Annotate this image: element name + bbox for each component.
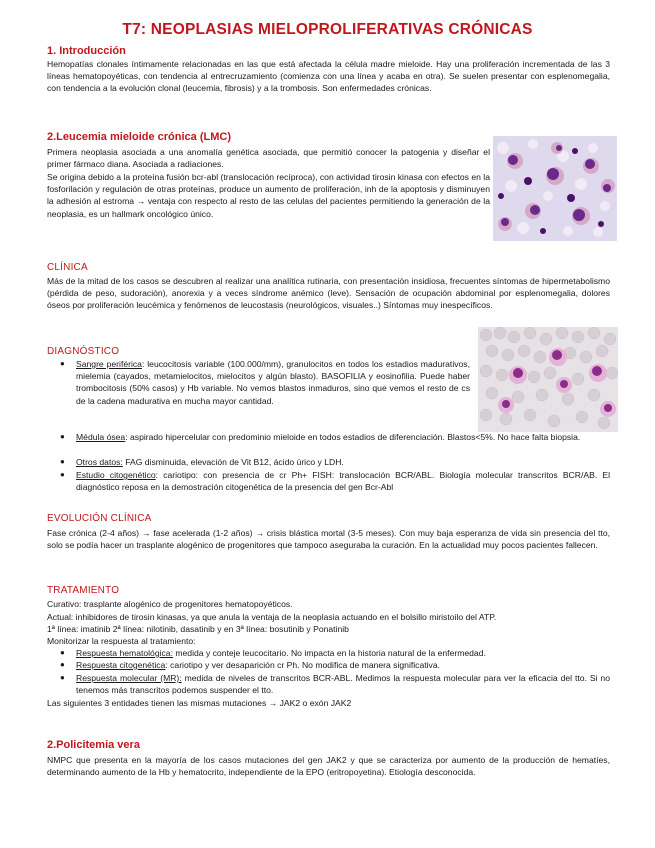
section-heading-policitemia: 2.Policitemia vera [47, 739, 140, 751]
page-title: T7: NEOPLASIAS MIELOPROLIFERATIVAS CRÓNICAS [122, 21, 533, 38]
lmc-paragraph-2: Se origina debido a la proteína fusión bcr-abl (translocación recíproca), con actividad tirosin kinasa con efectos en la fosforilación y regulación de otras proteínas, produce un aumento de proliferación, inh de la apoptosis y disminuyen la adhesión al estroma → ventaja con respecto al resto de las celulas del pacientes permitiendo la generación de la neoplasia, es un hallmark oncológico único. [47, 172, 490, 219]
bullet-icon: ● [60, 660, 65, 669]
tratamiento-monitorizar: Monitorizar la respuesta al tratamiento: [47, 636, 196, 646]
tratamiento-item-molecular [60, 672, 610, 696]
item-text: FAG disminuida, elevación de Vit B12, ácido úrico y LDH. [122, 457, 344, 467]
item-label: Sangre periférica [76, 359, 142, 369]
tratamiento-actual: Actual: inhibidores de tirosin kinasas, ya que anula la ventaja de la neoplasia actuando en el bolsillo miristoilo del ATP. [47, 612, 497, 622]
item-label: Respuesta hematológica: [76, 648, 173, 658]
clinica-paragraph: Más de la mitad de los casos se descubren al realizar una analítica rutinaria, con presentación insidiosa, frecuentes síntomas de hipermetabolismo (pérdida de peso, sudoración), anorexia y a veces síndrome anémico (leve). Sensación de ocupación abdominal por esplenomegalia, dolores óseos por proliferación leucémica y fenómenos de leucostasis (neurológicos, visuales..) Síntomas muy inespecíficos. [47, 276, 610, 311]
section-heading-diagnostico: DIAGNÓSTICO [47, 346, 120, 357]
blood-smear-image-lmc [493, 136, 617, 241]
item-label: Estudio citogenético [76, 470, 156, 480]
tratamiento-item-citogenetica [60, 659, 610, 671]
diagnostico-item-estudio-citogenetico [60, 469, 610, 493]
section-heading-evolucion: EVOLUCIÓN CLÍNICA [47, 513, 152, 524]
section-heading-tratamiento: TRATAMIENTO [47, 585, 120, 596]
item-text: medida y conteje leucocitario. No impacta en la historia natural de la enfermedad. [172, 648, 486, 658]
item-separator: : [141, 359, 145, 369]
item-text: medida de niveles de transcritos BCR-ABL. Medimos la respuesta molecular para ver la eficacia del tto. Si no tenemos más transcritos podemos suspender el tto. [76, 673, 610, 696]
section-heading-clinica: CLÍNICA [47, 262, 88, 273]
tratamiento-item-hematologica [60, 647, 610, 659]
bullet-icon: ● [60, 457, 65, 466]
item-text: leucocitosis variable (100.000/mm), granulocitos en todos los estadios madurativos, mielemia (cayados, metamielocitos, mielocitos y algún blasto). BASOFILIA y eosinofilia. Puede haber trombocitosis (50% casos) y Hb variable. No vemos blastos inmaduros, sino que vemos el resto de cs de la cadena madurativa en mucha mayor cantidad. [76, 359, 470, 406]
diagnostico-item-medula-osea [60, 431, 610, 443]
policitemia-paragraph: NMPC que presenta en la mayoría de los casos mutaciones del gen JAK2 y que se caracteriza por aumento de la producción de hematíes, determinando aumento de la Hb y hematocrito, independiente de la EPO (eritropoyetina). Etiología desconocida. [47, 755, 610, 778]
item-text: cariotipo: con presencia de cr Ph+ FISH: translocación BCR/ABL. Biología molecular transcritos BCR/AB. El diagnóstico reposa en la demostración citogenética de la presencia del gen Bcr-Abl [76, 470, 610, 493]
bullet-icon: ● [60, 673, 65, 682]
item-label: Otros datos: [76, 457, 123, 467]
bullet-icon: ● [60, 648, 65, 657]
item-label: Médula ósea [76, 432, 126, 442]
item-separator: : [125, 432, 128, 442]
bullet-icon: ● [60, 470, 65, 479]
lmc-paragraph-1: Primera neoplasia asociada a una anomalía genética asociada, que permitió conocer la patogenia y diseñar el primer fármaco diana. Asociada a radiaciones. [47, 147, 490, 170]
section-heading-introduccion: 1. Introducción [47, 45, 126, 57]
bullet-icon: ● [60, 432, 65, 441]
tratamiento-lineas: 1ª línea: imatinib 2ª línea: nilotinib, dasatinib y en 3ª línea: bosutinib y Ponatinib [47, 624, 349, 634]
diagnostico-item-otros-datos [60, 456, 610, 468]
tratamiento-footer: Las siguientes 3 entidades tienen las mismas mutaciones → JAK2 o exón JAK2 [47, 698, 352, 708]
tratamiento-curativo: Curativo: trasplante alogénico de progenitores hematopoyéticos. [47, 599, 293, 609]
item-separator: : [155, 470, 159, 480]
item-text: : cariotipo y ver desaparición cr Ph. No modifica de manera significativa. [165, 660, 440, 670]
diagnostico-item-sangre-periferica [60, 358, 470, 407]
item-text: aspirado hipercelular con predominio mieloide en todos estadios de diferenciación. Blastos<5%. No hace falta biopsia. [127, 432, 581, 442]
evolucion-paragraph: Fase crónica (2-4 años) → fase acelerada (1-2 años) → crisis blástica mortal (3-5 meses). Con muy baja esperanza de vida sin presencia del tto, solo se podía hacer un trasplante alogénico de progenitores que tampoco aseguraba la curación. En la actualidad muy pocos pacientes fallecen. [47, 528, 610, 551]
intro-paragraph: Hemopatías clonales íntimamente relacionadas en las que está afectada la célula madre mieloide. Hay una proliferación incrementada de las 3 líneas hematopoyéticas, con tendencia al entrecruzamiento (comienza con una línea y acaba en otra). Se suelen presentar con esplenomegalia, con tendencia a la evolución clonal (leucemia, fibrosis) y a la trombosis. Son enfermedades crónicas. [47, 59, 610, 94]
item-label: Respuesta citogenética [76, 660, 166, 670]
section-heading-lmc: 2.Leucemia mieloide crónica (LMC) [47, 131, 231, 143]
bullet-icon: ● [60, 359, 65, 368]
item-label: Respuesta molecular (MR): [76, 673, 182, 683]
blood-smear-image-diagnostico [478, 327, 618, 432]
